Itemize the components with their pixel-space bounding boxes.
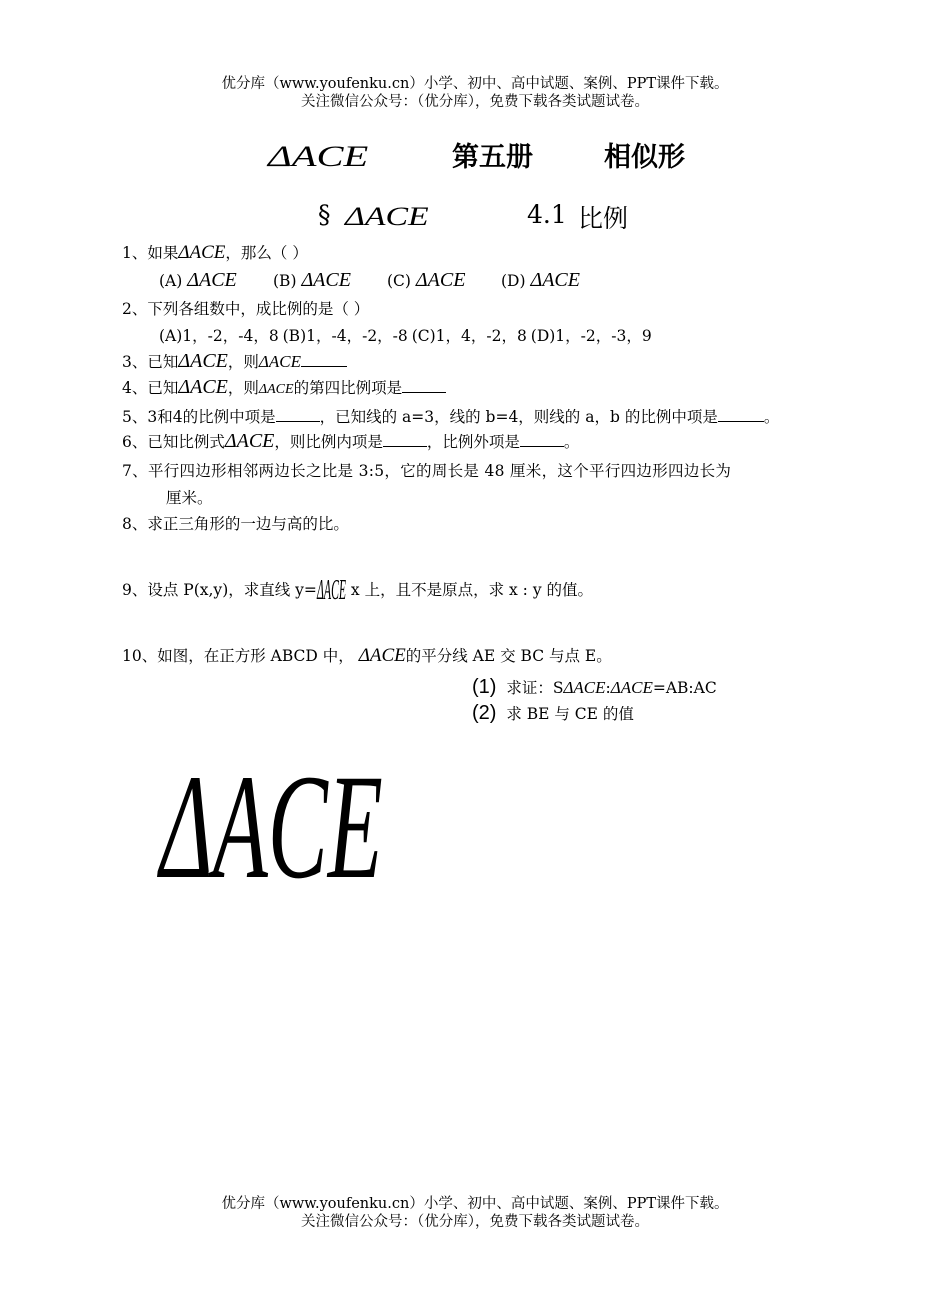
question-2-options: (A)1，-2，-4，8 (B)1，-4，-2，-8 (C)1，4，-2，8 (D)1，-2，-3，9 bbox=[159, 327, 652, 345]
title-book: 第五册 bbox=[452, 142, 533, 173]
question-2: 2、下列各组数中，成比例的是（ ） bbox=[122, 300, 370, 318]
question-10-part-1: (1) 求证：SΔACE:ΔACE=AB:AC bbox=[472, 676, 717, 698]
question-1-option-c: (C) ΔACE bbox=[387, 269, 466, 291]
question-10-part-2: (2) 求 BE 与 CE 的值 bbox=[472, 702, 634, 724]
page-header-line-1: 优分库（www.youfenku.cn）小学、初中、高中试题、案例、PPT课件下载。 bbox=[221, 76, 729, 92]
title-formula: ΔACE bbox=[268, 140, 369, 173]
question-1-option-a: (A) ΔACE bbox=[159, 269, 237, 291]
question-7-line-2: 厘米。 bbox=[166, 489, 213, 507]
section-formula: ΔACE bbox=[345, 202, 429, 231]
question-10: 10、如图，在正方形 ABCD 中， ΔACE的平分线 AE 交 BC 与点 E。 bbox=[122, 645, 612, 666]
page-header-line-2: 关注微信公众号：（优分库），免费下载各类试题试卷。 bbox=[301, 94, 649, 110]
section-number: 4.1 bbox=[527, 200, 567, 229]
question-1-option-d: (D) ΔACE bbox=[501, 269, 580, 291]
question-3: 3、已知ΔACE，则ΔACE bbox=[122, 351, 347, 372]
page-footer-line-1: 优分库（www.youfenku.cn）小学、初中、高中试题、案例、PPT课件下载。 bbox=[221, 1196, 729, 1212]
answer-blank bbox=[402, 378, 446, 393]
answer-blank bbox=[383, 432, 427, 447]
figure-formula: ΔACE bbox=[160, 744, 383, 910]
title-chapter: 相似形 bbox=[604, 142, 685, 173]
question-1-option-b: (B) ΔACE bbox=[273, 269, 351, 291]
page-footer-line-2: 关注微信公众号：（优分库），免费下载各类试题试卷。 bbox=[301, 1214, 649, 1230]
section-symbol: § bbox=[318, 200, 331, 229]
question-6: 6、已知比例式ΔACE，则比例内项是 ，比例外项是 。 bbox=[122, 430, 580, 452]
question-5: 5、3和4的比例中项是 ，已知线的 a=3，线的 b=4，则线的 a，b 的比例中项是 。 bbox=[122, 408, 780, 426]
answer-blank bbox=[520, 432, 564, 447]
question-8: 8、求正三角形的一边与高的比。 bbox=[122, 515, 349, 533]
question-9: 9、设点 P(x,y)，求直线 y=ΔACE x 上，且不是原点，求 x : y 的值。 bbox=[122, 575, 594, 606]
question-7-line-1: 7、平行四边形相邻两边长之比是 3:5，它的周长是 48 厘米，这个平行四边形四边长为 bbox=[122, 462, 732, 480]
answer-blank bbox=[301, 352, 347, 367]
question-4: 4、已知ΔACE，则ΔACE的第四比例项是 bbox=[122, 377, 446, 400]
answer-blank bbox=[718, 407, 764, 422]
section-name: 比例 bbox=[578, 204, 629, 233]
question-1: 1、如果ΔACE，那么（ ） bbox=[122, 242, 308, 263]
answer-blank bbox=[276, 407, 320, 422]
